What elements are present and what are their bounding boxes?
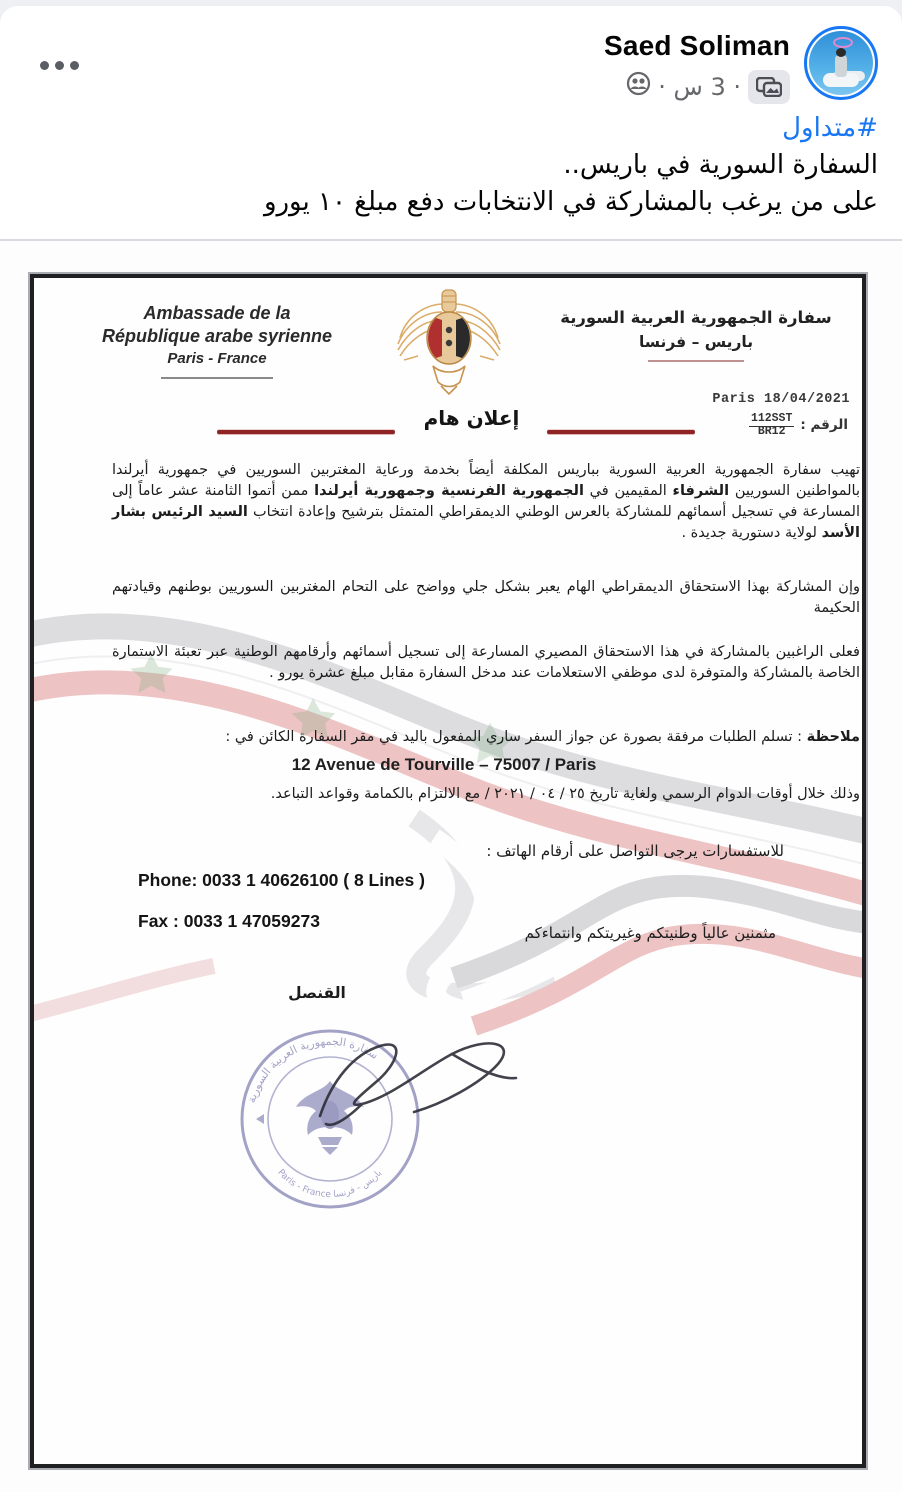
post-line-1: السفارة السورية في باريس.. xyxy=(563,150,878,180)
letterhead-ar-rule xyxy=(648,360,744,362)
deadline-line: وذلك خلال أوقات الدوام الرسمي ولغاية تاريخ ٢٥ / ٠٤ / ٢٠٢١ / مع الالتزام بالكمامة وقواعد التباعد. xyxy=(270,786,860,802)
dot xyxy=(55,61,64,70)
stamp-arc-text-top: سفارة الجمهورية العربية السورية xyxy=(244,1034,381,1105)
post-line-2: على من يرغب بالمشاركة في الانتخابات دفع مبلغ ١٠ يورو xyxy=(263,187,878,217)
document-title: إعلان هام xyxy=(423,406,520,430)
note-label: ملاحظة xyxy=(806,729,860,745)
halo-graphic xyxy=(833,37,853,48)
post-image-attachment[interactable] xyxy=(0,241,902,1492)
letterhead-fr-line3: Paris - France xyxy=(167,350,267,367)
timestamp[interactable]: · 3 س · xyxy=(658,73,741,101)
embassy-address: 12 Avenue de Tourville – 75007 / Paris xyxy=(291,755,597,774)
p1-seg: المقيمين في xyxy=(583,483,673,499)
title-rule-left xyxy=(217,430,395,434)
p1-seg: تهيب سفارة الجمهورية العربية السورية بباريس المكلفة أيضاً بخدمة ورعاية المغتربين السوريين في جمهورية أيرلندا بالمواطنين السوريين xyxy=(112,462,860,499)
avatar-image xyxy=(809,31,873,95)
paragraph-3: فعلى الراغبين بالمشاركة في هذا الاستحقاق المصيري المسارعة إلى تسجيل أسمائهم وأرقامهم الوطنية عبر تعبئة الاستمارة الخاصة بالمشاركة والمتوفرة لدى موظفي الاستعلامات عند مدخل السفارة مقابل مبلغ عشرة يورو . xyxy=(112,644,860,681)
stamp-arc-text-bottom: Paris - France باريس - فرنسا xyxy=(275,1167,385,1201)
author-name[interactable]: Saed Soliman xyxy=(603,30,790,61)
photo-gallery-icon xyxy=(748,70,790,104)
title-rule-right xyxy=(547,430,695,434)
character-head-graphic xyxy=(836,48,846,57)
p1-bold: السيد الرئيس بشار الأسد xyxy=(112,504,860,541)
letterhead-fr-rule xyxy=(161,377,273,379)
note-paragraph xyxy=(112,727,860,748)
letterhead-fr-line1: Ambassade de la xyxy=(143,303,291,323)
contact-intro: للاستفسارات يرجى التواصل على أرقام الهاتف : xyxy=(486,842,784,860)
embassy-letter-document xyxy=(30,274,866,1468)
post-text xyxy=(24,110,878,221)
p1-bold: الجمهورية الفرنسية وجمهورية أيرلندا xyxy=(314,483,584,499)
dot xyxy=(40,61,49,70)
closing-line: مثمنين عالياً وطنيتكم وغيريتكم وانتماءكم xyxy=(524,924,776,942)
character-graphic xyxy=(835,55,847,77)
avatar[interactable] xyxy=(804,26,878,100)
p1-bold: الشرفاء xyxy=(672,483,730,499)
more-options-button[interactable] xyxy=(40,54,84,76)
hashtag-link[interactable]: #متداول xyxy=(782,113,878,143)
consul-signature xyxy=(302,1020,537,1150)
paragraph-2: وإن المشاركة بهذا الاستحقاق الديمقراطي الهام يعبر بشكل جلي وواضح على التحام المغتربين السوريين بوطنهم وقيادتهم الحكيمة xyxy=(112,579,860,616)
letterhead-ar-line2: باريس – فرنسا xyxy=(638,333,754,351)
paragraph-1 xyxy=(112,460,860,544)
svg-text:Paris - France باريس - فرنسا xyxy=(275,1168,384,1200)
p1-seg: لولاية دستورية جديدة . xyxy=(681,525,822,541)
note-text: : تسلم الطلبات مرفقة بصورة عن جواز السفر ساري المفعول باليد في مقر السفارة الكائن في : xyxy=(225,729,807,745)
syrian-eagle-emblem xyxy=(386,286,512,398)
ref-label: الرقم : xyxy=(800,417,848,433)
ref-denominator: BR12 xyxy=(757,425,786,438)
ref-numerator: 112SST xyxy=(750,412,793,425)
fax-number: Fax : 0033 1 47059273 xyxy=(138,911,320,931)
privacy-friends-icon xyxy=(626,71,651,103)
letterhead-fr-line2: République arabe syrienne xyxy=(101,326,333,346)
letterhead-arabic xyxy=(546,306,846,362)
document-reference xyxy=(749,412,848,438)
ref-number xyxy=(749,412,794,438)
dot xyxy=(70,61,79,70)
post-card xyxy=(0,6,902,1492)
signer-title: القنصل xyxy=(288,984,346,1002)
letterhead-french xyxy=(62,302,372,379)
post-meta[interactable] xyxy=(626,70,790,104)
phone-number: Phone: 0033 1 40626100 ( 8 Lines ) xyxy=(138,870,425,890)
p1-seg: ممن أتموا الثامنة عشر عاماً إلى المسارعة في تسجيل أسمائهم للمشاركة بالعرس الوطني الديمقراطي المتمثل بترشيح وإعادة انتخاب xyxy=(112,483,860,520)
document-date: Paris 18/04/2021 xyxy=(712,392,850,407)
letterhead-ar-line1: سفارة الجمهورية العربية السورية xyxy=(560,308,832,327)
